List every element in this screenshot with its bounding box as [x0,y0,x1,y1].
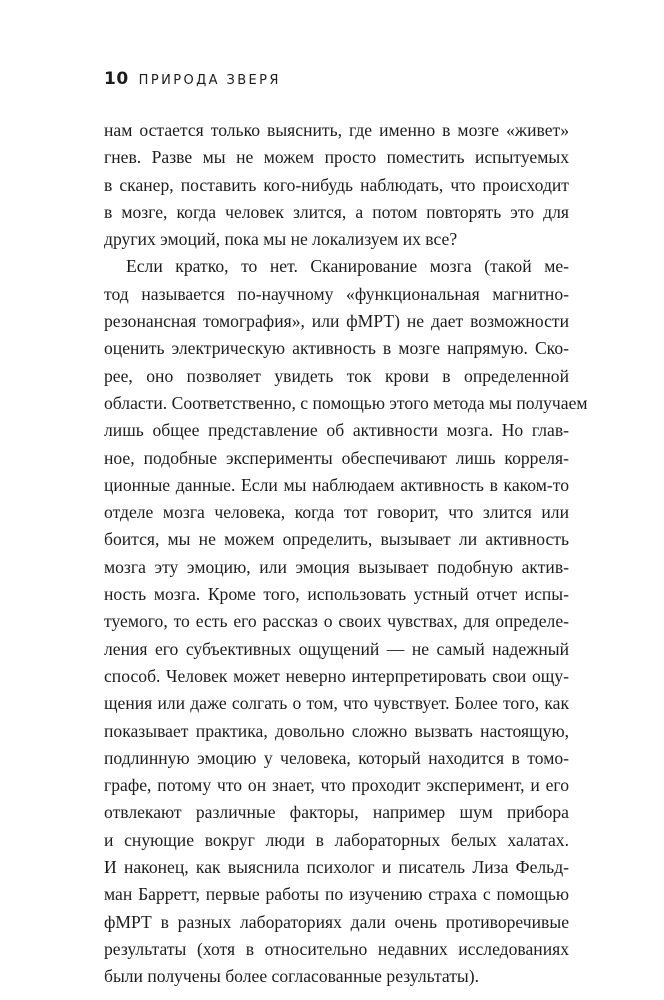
text-line: гнев. Разве мы не можем просто поместить испытуемых [104,147,569,168]
text-line: ления его субъективных ощущений — не самый надежный [104,638,569,659]
text-line: результаты (хотя в относительно недавних исследованиях [104,938,569,959]
text-line: были получены более согласованные результаты). [104,966,479,987]
text-line: ционные данные. Если мы наблюдаем активность в каком-то [104,474,569,495]
paragraph-2 [104,253,588,990]
text-line: и снующие вокруг люди в лабораторных белых халатах. [104,829,569,850]
text-line: И наконец, как выяснила психолог и писатель Лиза Фельд- [104,857,569,878]
text-line: лишь общее представление об активности мозга. Но глав- [104,420,569,441]
text-line: в мозге, когда человек злится, а потом повторять это для [104,201,569,222]
text-line: других эмоций, пока мы не локализуем их все? [104,229,458,250]
text-line: области. Соответственно, с помощью этого метода мы получаем [104,392,588,413]
text-line: нам остается только выяснить, где именно в мозге «живет» [104,120,569,140]
section-title: ПРИРОДА ЗВЕРЯ [138,73,281,88]
body-text [104,117,588,991]
text-line: щения или даже солгать о том, что чувствует. Более того, как [104,693,569,714]
text-line: подлинную эмоцию у человека, который находится в томо- [104,747,569,768]
text-line: отделе мозга человека, когда тот говорит, что злится или [104,502,569,523]
text-line: ман Барретт, первые работы по изучению страха с помощью [104,884,569,905]
text-line: ность мозга. Кроме того, использовать устный отчет испы- [104,584,569,605]
text-line: Если кратко, то нет. Сканирование мозга (такой ме- [126,256,569,277]
text-line: в сканер, поставить кого-нибудь наблюдать, что происходит [104,174,569,195]
text-line: показывает практика, довольно сложно вызвать настоящую, [104,720,569,741]
running-head [104,69,564,91]
text-line: тод называется по-научному «функциональная магнитно- [104,283,569,304]
text-line: оценить электрическую активность в мозге напрямую. Ско- [104,338,569,359]
text-line: боится, мы не можем определить, вызывает ли активность [104,529,569,550]
text-line: мозга эту эмоцию, или эмоция вызывает подобную актив- [104,556,569,577]
page-number: 10 [104,69,129,89]
text-line: ное, подобные эксперименты обеспечивают лишь корреля- [104,447,569,468]
text-line: фМРТ в разных лабораториях дали очень противоречивые [104,911,569,932]
text-line: рее, оно позволяет увидеть ток крови в определенной [104,365,569,386]
text-line: способ. Человек может неверно интерпретировать свои ощу- [104,665,569,686]
text-line: туемого, то есть его рассказ о своих чувствах, для определе- [104,611,569,632]
text-line: резонансная томография», или фМРТ) не дает возможности [104,311,569,332]
text-line: графе, потому что он знает, что проходит эксперимент, и его [104,775,569,796]
text-line: отвлекают различные факторы, например шум прибора [104,802,569,823]
paragraph-1 [104,117,569,253]
